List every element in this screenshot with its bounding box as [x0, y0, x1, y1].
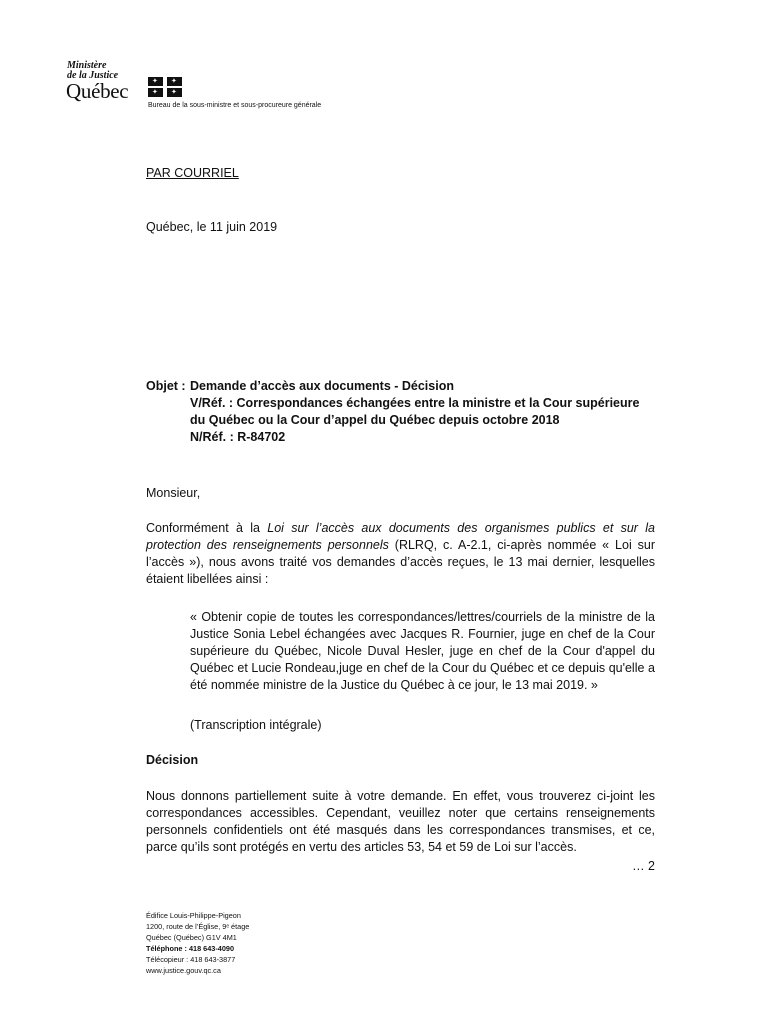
- salutation: Monsieur,: [146, 486, 201, 500]
- quebec-flag-icon: [148, 77, 182, 97]
- bureau-subtitle: Bureau de la sous-ministre et sous-procureure générale: [148, 102, 322, 109]
- ministere-logo-text: [67, 61, 118, 81]
- request-quote: « Obtenir copie de toutes les correspondances/lettres/courriels de la ministre de la Justice Sonia Lebel échangées avec Jacques R. Fournier, juge en chef de la Cour supérieure du Québec, Nicole Duval Hesler, juge en chef de la Cour d'appel du Québec et Lucie Rondeau,juge en chef de la Cour du Québec et ce depuis qu'elle a été nommée ministre de la Justice du Québec à ce jour, le 13 mai 2019. »: [190, 610, 655, 692]
- para1-text-a: Conformément à la: [146, 521, 268, 535]
- objet-line2: V/Réf. : Correspondances échangées entre la ministre et la Cour supérieure: [190, 396, 640, 410]
- footer-building: Édifice Louis-Philippe-Pigeon: [146, 911, 241, 920]
- paragraph-decision: Nous donnons partiellement suite à votre demande. En effet, vous trouverez ci-joint les correspondances accessibles. Cependant, veuillez noter que certains renseignements personnels confidentiels ont été masqués dans les correspondances transmises, et ce, parce qu’ils sont protégés en vertu des articles 53, 54 et 59 de Loi sur l’accès.: [146, 789, 655, 854]
- footer-website[interactable]: www.justice.gouv.qc.ca: [146, 966, 221, 975]
- par-courriel: PAR COURRIEL: [146, 166, 239, 180]
- letter-date: Québec, le 11 juin 2019: [146, 220, 278, 234]
- objet-block: [190, 378, 660, 446]
- objet-line3: du Québec ou la Cour d’appel du Québec depuis octobre 2018: [190, 413, 560, 427]
- paragraph-intro: [146, 520, 655, 588]
- ministere-line2: de la Justice: [67, 70, 119, 81]
- transcription-note: (Transcription intégrale): [190, 718, 322, 732]
- footer-fax: Télécopieur : 418 643-3877: [146, 955, 236, 964]
- ministere-line1: Ministère: [67, 60, 107, 71]
- page-continuation: … 2: [632, 859, 655, 873]
- footer-address: [146, 910, 249, 976]
- para1-law-title: Loi sur l’accès aux documents des organismes publics et sur la protection des renseignements personnels: [146, 521, 655, 552]
- footer-phone: Téléphone : 418 643-4090: [146, 944, 235, 953]
- objet-label: Objet :: [146, 379, 186, 393]
- decision-heading: Décision: [146, 753, 199, 767]
- objet-line1: Demande d’accès aux documents - Décision: [190, 379, 454, 393]
- para1-text-b: (RLRQ, c. A-2.1, ci-après nommée « Loi sur l’accès »), nous avons traité vos demandes d’accès reçues, le 13 mai dernier, lesquelles étaient libellées ainsi :: [146, 538, 655, 586]
- footer-street: 1200, route de l’Église, 9ᵉ étage: [146, 922, 250, 931]
- objet-line4: N/Réf. : R-84702: [190, 430, 286, 444]
- footer-city: Québec (Québec) G1V 4M1: [146, 933, 237, 942]
- quebec-wordmark: Québec: [66, 79, 129, 103]
